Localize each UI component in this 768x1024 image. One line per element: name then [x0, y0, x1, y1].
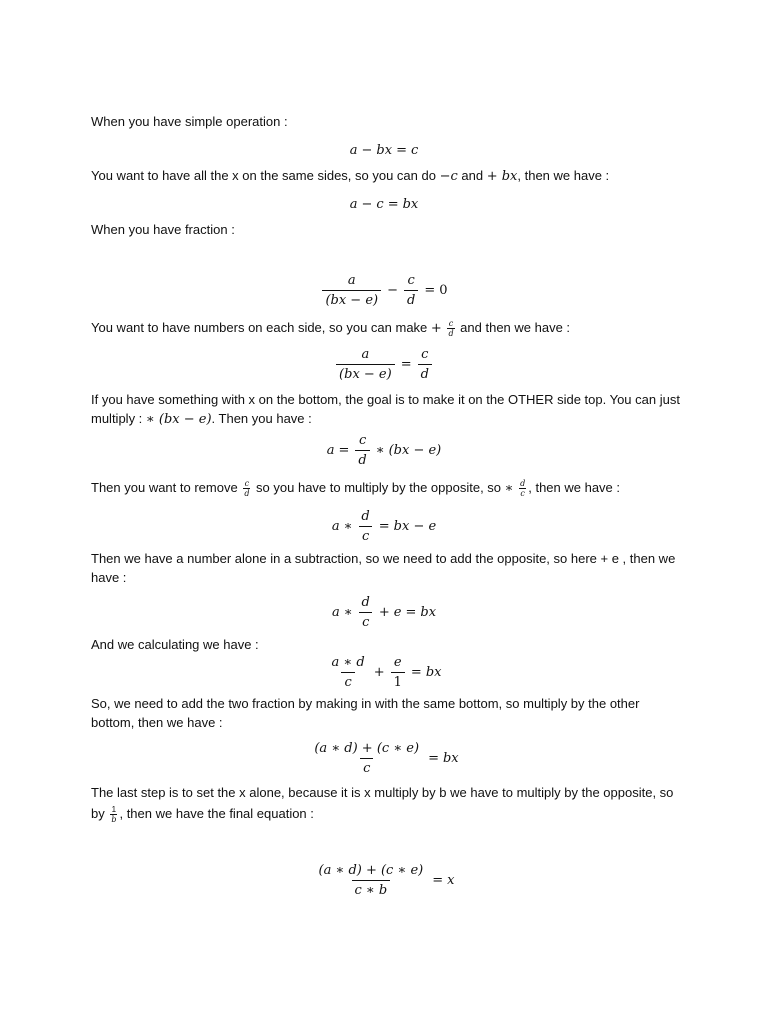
equation-9: $\frac{(a ∗ d) + (c ∗ e)}{c}$ = bx: [314, 740, 459, 776]
equation-6: a ∗ $\frac{d}{c}$ = bx − e: [331, 508, 437, 544]
text-numbers-each-side: You want to have numbers on each side, so you can make + $\frac{c}{d}$ and then we have :: [91, 319, 571, 339]
text-add-opposite: Then we have a number alone in a subtraction, so we need to add the opposite, so here + e , then we have :: [91, 551, 676, 585]
equation-8: $\frac{a ∗ d}{c}$ + $\frac{e}{1}$ = bx: [331, 654, 442, 690]
text-same-sides: You want to have all the x on the same sides, so you can do −c and + bx, then we have :: [91, 168, 610, 184]
inline-fraction-c-over-d: $\frac{c}{d}$: [448, 319, 454, 339]
equation-5: a = $\frac{c}{d}$ ∗ (bx − e): [326, 432, 442, 468]
text-calculating: And we calculating we have :: [91, 637, 259, 652]
op-equals: =: [396, 142, 407, 158]
text-same-bottom: So, we need to add the two fraction by making in with the same bottom, so multiply by the other bottom, then we have :: [91, 696, 640, 730]
text-remove-fraction: Then you want to remove $\frac{c}{d}$ so you have to multiply by the opposite, so ∗ $\frac{d}{c}$ , then we have :: [91, 479, 621, 499]
text-fraction: When you have fraction :: [91, 222, 235, 237]
equation-7: a ∗ $\frac{d}{c}$ + e = bx: [331, 594, 437, 630]
equation-2: a − c = bx: [349, 196, 419, 212]
math-minus-c: −c: [439, 169, 458, 184]
var-c: c: [410, 142, 419, 158]
fraction-c-over-d: $\frac{c}{d}$: [404, 273, 418, 308]
equation-4: $\frac{a}{(bx - e)}$ = $\frac{c}{d}$: [0, 344, 768, 384]
text-simple-operation: When you have simple operation :: [91, 114, 288, 129]
term-bx: bx: [376, 142, 393, 158]
op-minus: −: [361, 142, 373, 158]
fraction-a-over-bx-e: $\frac{a}{(bx - e)}$: [322, 273, 381, 308]
equation-1: [0, 140, 768, 160]
math-times-bx-e: ∗ (bx − e): [145, 412, 212, 427]
var-a: a: [349, 142, 358, 158]
equation-3: $\frac{a}{(bx - e)}$ − $\frac{c}{d}$ = 0: [0, 270, 768, 310]
text-last-step: The last step is to set the x alone, because it is x multiply by b we have to multiply by the opposite, so by $\frac{1}{b}$ , then we have the final equation :: [91, 785, 674, 825]
math-plus-bx: + bx: [486, 169, 518, 184]
text-other-side-top: If you have something with x on the bottom, the goal is to make it on the OTHER side top. You can just multiply : ∗ (bx − e). Then you have :: [91, 392, 680, 427]
equation-final: $\frac{(a ∗ d) + (c ∗ e)}{c ∗ b}$ = x: [318, 862, 455, 898]
